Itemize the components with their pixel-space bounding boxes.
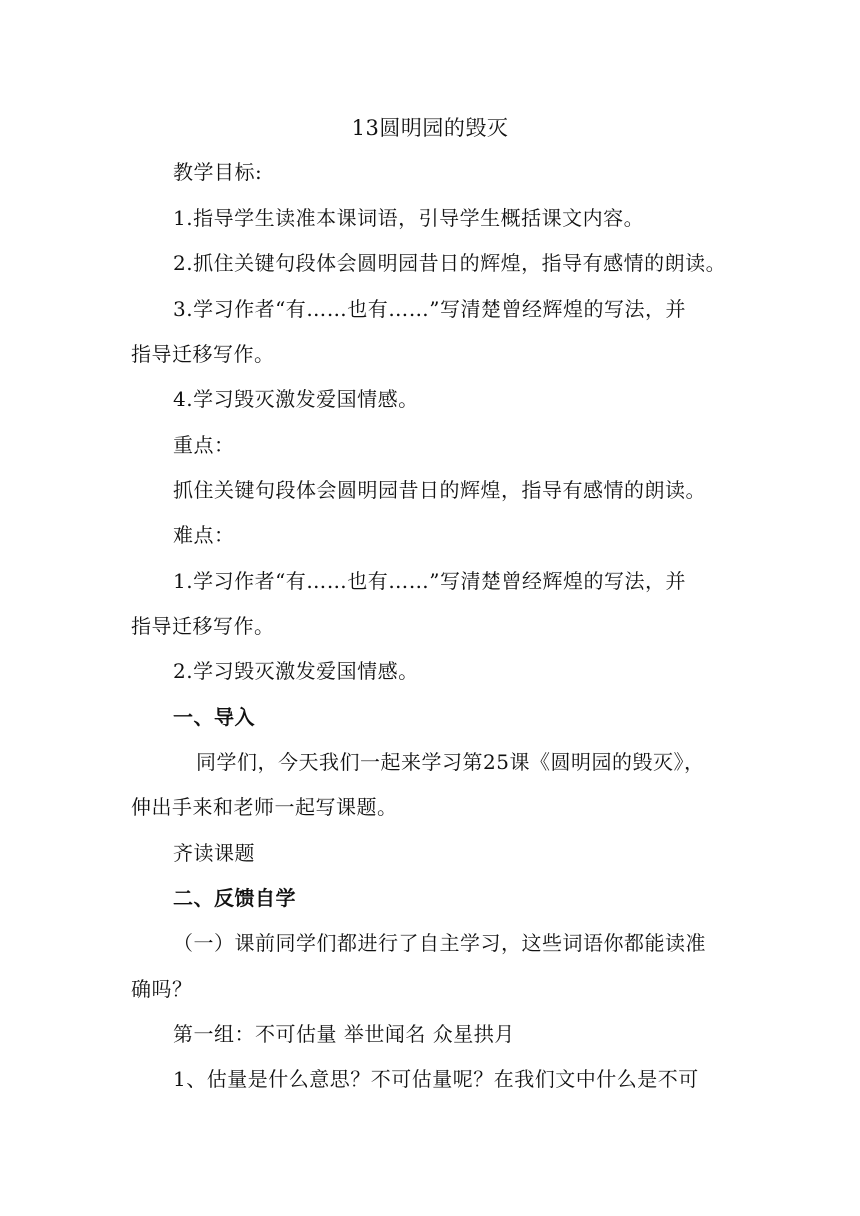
section-1-paragraph-continued: 伸出手来和老师一起写课题。 — [131, 795, 398, 819]
section-1-heading: 一、导入 — [173, 705, 255, 729]
objective-item-2: 2.抓住关键句段体会圆明园昔日的辉煌，指导有感情的朗读。 — [173, 251, 727, 275]
question-1: 1、估量是什么意思？不可估量呢？在我们文中什么是不可 — [173, 1067, 699, 1091]
section-2-paragraph-continued: 确吗？ — [131, 977, 193, 1001]
key-point-text: 抓住关键句段体会圆明园昔日的辉煌，指导有感情的朗读。 — [173, 478, 706, 502]
objective-item-3: 3.学习作者“有……也有……”写清楚曾经辉煌的写法，并 — [173, 297, 687, 321]
difficulty-item-1: 1.学习作者“有……也有……”写清楚曾经辉煌的写法，并 — [173, 569, 687, 593]
objective-item-1: 1.指导学生读准本课词语，引导学生概括课文内容。 — [173, 206, 645, 230]
objective-item-3-continued: 指导迁移写作。 — [131, 342, 275, 366]
word-group-1: 第一组：不可估量 举世闻名 众星拱月 — [173, 1022, 515, 1046]
difficulty-item-1-continued: 指导迁移写作。 — [131, 614, 275, 638]
document-title: 13圆明园的毁灭 — [351, 116, 509, 140]
key-point-heading: 重点： — [173, 433, 235, 457]
objectives-heading: 教学目标: — [173, 160, 263, 184]
section-1-reading: 齐读课题 — [173, 841, 255, 865]
section-2-paragraph: （一）课前同学们都进行了自主学习，这些词语你都能读准 — [173, 931, 706, 955]
section-2-heading: 二、反馈自学 — [173, 886, 296, 910]
difficulty-item-2: 2.学习毁灭激发爱国情感。 — [173, 659, 419, 683]
difficulty-heading: 难点： — [173, 523, 235, 547]
objective-item-4: 4.学习毁灭激发爱国情感。 — [173, 387, 419, 411]
section-1-paragraph: 同学们，今天我们一起来学习第25课《圆明园的毁灭》， — [196, 750, 705, 774]
